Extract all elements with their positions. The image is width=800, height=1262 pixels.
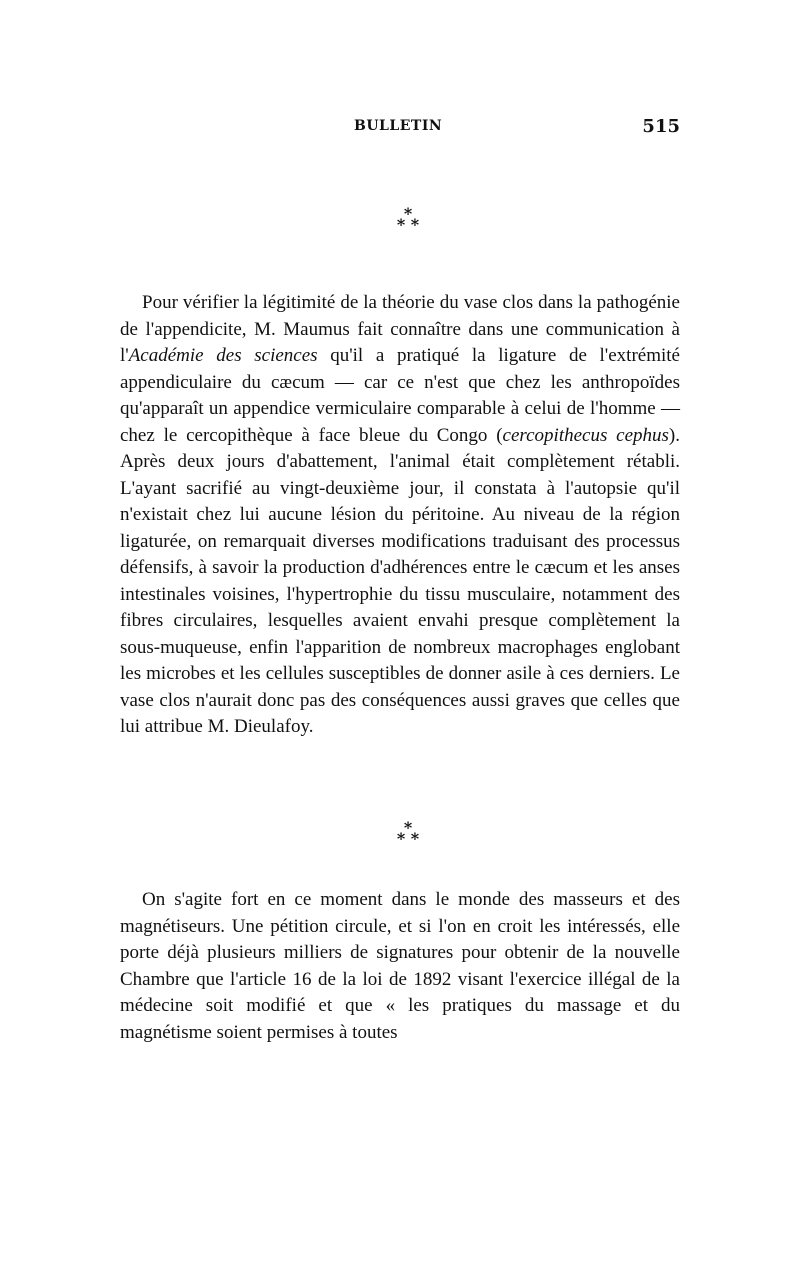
page-number: 515 bbox=[642, 116, 680, 137]
italic-species-name: cercopithecus cephus bbox=[502, 424, 669, 446]
paragraph-text: ). Après deux jours d'abattement, l'animal était complètement rétabli. L'ayant sacrifié au vingt-deuxième jour, il constata à l'autopsie qu'il n'existait chez lui aucune lésion du péritoine. Au niveau de la région ligaturée, on remarquait diverses modifications traduisant des processus défensifs, à savoir la production d'adhérences entre le cæcum et les anses intestinales voisines, l'hypertrophie du tissu musculaire, notamment des fibres circulaires, lesquelles avaient envahi presque complètement la sous-muqueuse, enfin l'apparition de nombreux macrophages englobant les microbes et les cellules susceptibles de donner asile à ces derniers. Le vase clos n'aurait donc pas des conséquences aussi graves que celles que lui attribue M. Dieulafoy. bbox=[120, 424, 680, 737]
asterism-separator: * * * bbox=[396, 204, 420, 234]
running-head bbox=[120, 118, 680, 140]
paragraph-text: qu'il a pratiqué la ligature de l'extrémité appendiculaire du cæcum — car ce n'est que chez les anthropoïdes qu'apparaît un appendice vermiculaire comparable à celui de l'homme — chez le cercopithèque à face bleue du Congo ( bbox=[120, 345, 680, 446]
italic-academy-name: Académie des sciences bbox=[128, 345, 318, 366]
paragraph-masseurs bbox=[120, 887, 680, 1046]
paragraph-text: Pour vérifier la légitimité de la théorie du vase clos dans la pathogénie de l'appendicite, M. Maumus fait connaître dans une communication à l' bbox=[120, 292, 680, 366]
paragraph-vase-clos bbox=[120, 290, 680, 741]
asterism-separator: * * * bbox=[396, 818, 420, 848]
paragraph-text: On s'agite fort en ce moment dans le monde des masseurs et des magnétiseurs. Une pétition circule, et si l'on en croit les intéressés, elle porte déjà plusieurs milliers de signatures pour obtenir de la nouvelle Chambre que l'article 16 de la loi de 1892 visant l'exercice illégal de la médecine soit modifié et que « les pratiques du massage et du magnétisme soient permises à toutes bbox=[120, 889, 680, 1043]
running-title: BULLETIN bbox=[354, 118, 443, 134]
